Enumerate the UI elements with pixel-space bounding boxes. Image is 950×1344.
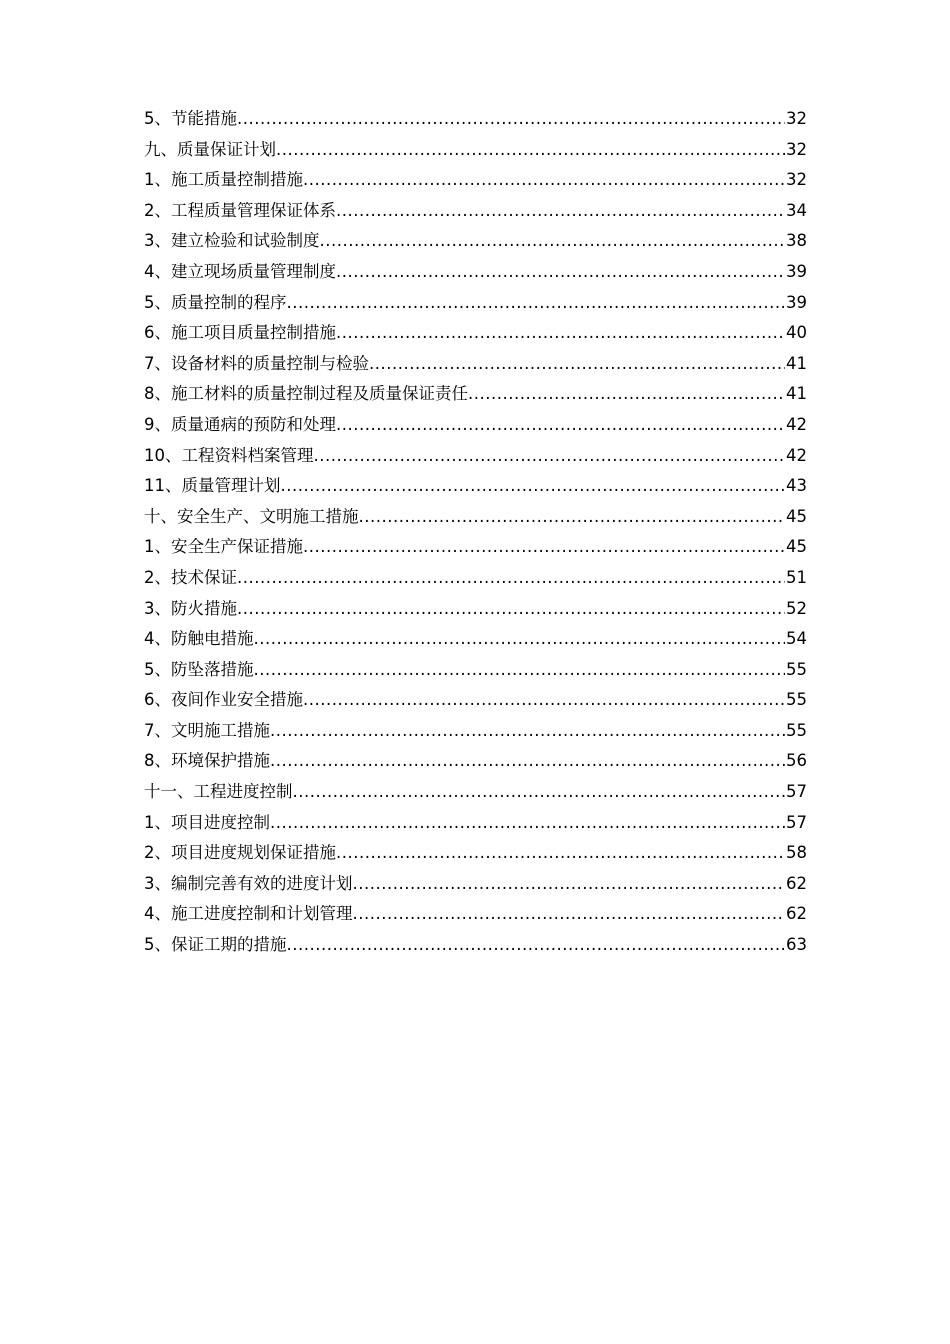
toc-dot-leader: [353, 869, 786, 900]
toc-dot-leader: [314, 441, 786, 472]
toc-entry-page-number: 55: [786, 690, 807, 710]
toc-entry-title: 2、工程质量管理保证体系: [144, 200, 336, 220]
toc-entry-page-number: 56: [786, 751, 807, 771]
toc-entry-page-number: 41: [786, 384, 807, 404]
toc-entry-page-number: 34: [786, 200, 807, 220]
toc-entry[interactable]: [144, 288, 807, 319]
toc-entry[interactable]: [144, 135, 807, 166]
toc-dot-leader: [336, 257, 785, 288]
toc-entry-title: 3、防火措施: [144, 598, 237, 618]
toc-entry-page-number: 58: [786, 843, 807, 863]
toc-entry-page-number: 32: [786, 109, 807, 128]
toc-entry-title: 5、防坠落措施: [144, 659, 254, 679]
toc-entry-title: 1、项目进度控制: [144, 812, 270, 832]
toc-entry-title: 5、节能措施: [144, 109, 237, 128]
toc-entry[interactable]: [144, 502, 807, 533]
toc-entry-title: 2、项目进度规划保证措施: [144, 843, 336, 863]
toc-entry-page-number: 55: [786, 720, 807, 740]
toc-entry[interactable]: [144, 746, 807, 777]
toc-dot-leader: [336, 196, 785, 227]
toc-entry[interactable]: [144, 716, 807, 747]
toc-entry[interactable]: [144, 869, 807, 900]
toc-entry[interactable]: [144, 196, 807, 227]
toc-dot-leader: [320, 226, 786, 257]
toc-entry-title: 10、工程资料档案管理: [144, 445, 314, 465]
toc-entry[interactable]: [144, 930, 807, 961]
toc-entry-page-number: 54: [786, 629, 807, 649]
toc-dot-leader: [270, 746, 785, 777]
toc-entry-page-number: 57: [786, 812, 807, 832]
toc-dot-leader: [336, 318, 785, 349]
toc-entry[interactable]: [144, 104, 807, 135]
toc-entry-page-number: 32: [786, 170, 807, 190]
toc-entry-page-number: 63: [786, 935, 807, 955]
toc-entry-title: 9、质量通病的预防和处理: [144, 414, 336, 434]
toc-entry-title: 1、施工质量控制措施: [144, 170, 303, 190]
toc-dot-leader: [287, 288, 786, 319]
toc-entry-title: 7、设备材料的质量控制与检验: [144, 353, 369, 373]
toc-entry-page-number: 39: [786, 261, 807, 281]
toc-entry-title: 4、防触电措施: [144, 629, 254, 649]
toc-entry-title: 5、质量控制的程序: [144, 292, 287, 312]
toc-dot-leader: [254, 655, 786, 686]
toc-dot-leader: [336, 838, 785, 869]
toc-dot-leader: [303, 165, 785, 196]
toc-entry-title: 十、安全生产、文明施工措施: [144, 506, 359, 526]
toc-entry-page-number: 42: [786, 445, 807, 465]
toc-entry-page-number: 43: [786, 476, 807, 496]
toc-entry[interactable]: [144, 379, 807, 410]
toc-dot-leader: [353, 899, 786, 930]
toc-dot-leader: [293, 777, 786, 808]
toc-entry[interactable]: [144, 257, 807, 288]
toc-entry-page-number: 45: [786, 506, 807, 526]
toc-entry-title: 4、建立现场质量管理制度: [144, 261, 336, 281]
toc-entry-title: 1、安全生产保证措施: [144, 537, 303, 557]
toc-entry-page-number: 38: [786, 231, 807, 251]
toc-entry[interactable]: [144, 899, 807, 930]
toc-dot-leader: [270, 808, 785, 839]
toc-entry-title: 十一、工程进度控制: [144, 782, 293, 802]
toc-entry[interactable]: [144, 532, 807, 563]
toc-dot-leader: [276, 135, 785, 166]
toc-dot-leader: [369, 349, 785, 380]
toc-dot-leader: [336, 410, 785, 441]
toc-dot-leader: [303, 532, 785, 563]
toc-dot-leader: [237, 104, 785, 135]
toc-entry-page-number: 40: [786, 323, 807, 343]
toc-entry-title: 11、质量管理计划: [144, 476, 281, 496]
toc-entry[interactable]: [144, 441, 807, 472]
toc-entry[interactable]: [144, 165, 807, 196]
toc-entry-page-number: 45: [786, 537, 807, 557]
toc-entry-title: 8、环境保护措施: [144, 751, 270, 771]
toc-entry-title: 6、夜间作业安全措施: [144, 690, 303, 710]
toc-dot-leader: [287, 930, 786, 961]
toc-dot-leader: [270, 716, 785, 747]
toc-entry[interactable]: [144, 471, 807, 502]
toc-entry-page-number: 39: [786, 292, 807, 312]
toc-dot-leader: [237, 563, 785, 594]
toc-entry-title: 2、技术保证: [144, 567, 237, 587]
toc-entry-page-number: 62: [786, 873, 807, 893]
toc-dot-leader: [359, 502, 786, 533]
toc-entry[interactable]: [144, 594, 807, 625]
toc-entry-page-number: 51: [786, 567, 807, 587]
toc-entry-title: 4、施工进度控制和计划管理: [144, 904, 353, 924]
table-of-contents: [144, 104, 807, 961]
toc-entry-title: 5、保证工期的措施: [144, 935, 287, 955]
toc-entry[interactable]: [144, 838, 807, 869]
toc-entry-title: 8、施工材料的质量控制过程及质量保证责任: [144, 384, 468, 404]
toc-entry-page-number: 55: [786, 659, 807, 679]
toc-entry-title: 6、施工项目质量控制措施: [144, 323, 336, 343]
toc-entry-title: 九、质量保证计划: [144, 139, 276, 159]
toc-entry[interactable]: [144, 808, 807, 839]
toc-entry[interactable]: [144, 226, 807, 257]
toc-entry-page-number: 57: [786, 782, 807, 802]
toc-dot-leader: [254, 624, 786, 655]
toc-dot-leader: [303, 685, 785, 716]
toc-entry[interactable]: [144, 318, 807, 349]
toc-entry-page-number: 32: [786, 139, 807, 159]
toc-entry-page-number: 62: [786, 904, 807, 924]
toc-dot-leader: [468, 379, 785, 410]
toc-entry[interactable]: [144, 655, 807, 686]
toc-entry-title: 7、文明施工措施: [144, 720, 270, 740]
toc-entry[interactable]: [144, 685, 807, 716]
toc-entry-title: 3、建立检验和试验制度: [144, 231, 320, 251]
toc-entry-page-number: 41: [786, 353, 807, 373]
toc-entry[interactable]: [144, 777, 807, 808]
toc-entry[interactable]: [144, 349, 807, 380]
toc-entry-page-number: 42: [786, 414, 807, 434]
toc-entry[interactable]: [144, 410, 807, 441]
toc-entry-page-number: 52: [786, 598, 807, 618]
toc-entry[interactable]: [144, 563, 807, 594]
toc-entry-title: 3、编制完善有效的进度计划: [144, 873, 353, 893]
toc-entry[interactable]: [144, 624, 807, 655]
toc-dot-leader: [281, 471, 786, 502]
toc-dot-leader: [237, 594, 785, 625]
